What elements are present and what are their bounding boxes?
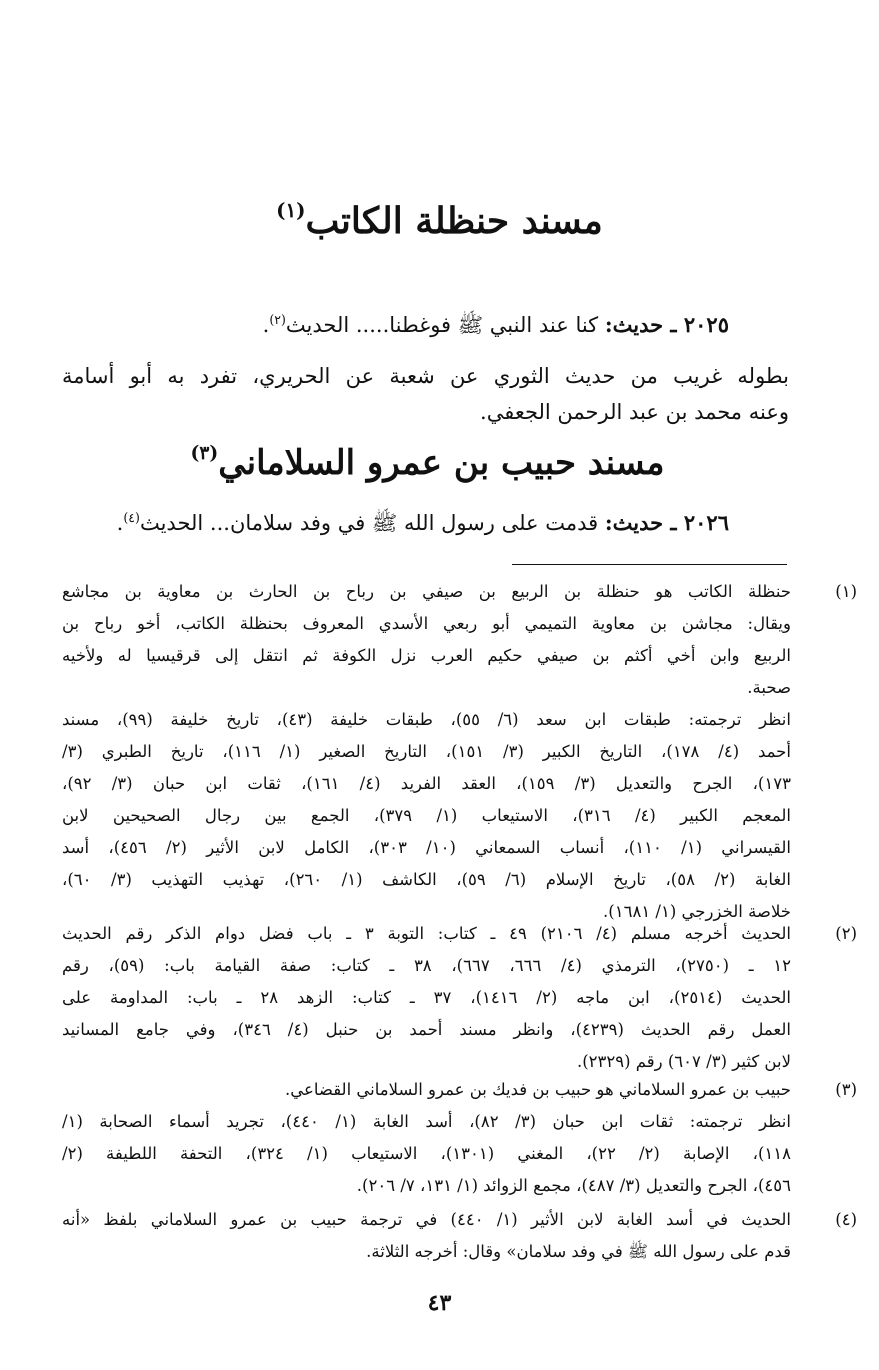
footnote-line: ١٢ ـ (٢٧٥٠)، الترمذي (٤/ ٦٦٦، ٦٦٧)، ٣٨ ـ كتاب: صفة القيامة باب: (٥٩)، رقم [62, 956, 791, 975]
section-title-text: مسند حبيب بن عمرو السلاماني [218, 442, 665, 483]
hadith-tail: . [262, 313, 270, 337]
footnote-line: ويقال: مجاشن بن معاوية التميمي أبو ربعي الأسدي المعروف بحنظلة الكاتب، أخو رباح بن [62, 614, 791, 633]
hadith-text: كنا عند النبي ﷺ فوغطنا..... الحديث [285, 313, 599, 337]
footnote-divider [512, 564, 787, 565]
hadith-number: ٢٠٢٦ ـ حديث: [604, 510, 729, 535]
footnote-line: خلاصة الخزرجي (١/ ١٦٨١). [603, 902, 791, 921]
footnote-line: الحديث في أسد الغابة لابن الأثير (١/ ٤٤٠) في ترجمة حبيب بن عمرو السلاماني بلفظ «أنه [62, 1210, 792, 1229]
section-title-text: مسند حنظلة الكاتب [305, 199, 603, 242]
hadith-comment-line-2: وعنه محمد بن عبد الرحمن الجعفي. [480, 400, 789, 424]
footnote-line: أحمد (٤/ ١٧٨)، التاريخ الكبير (٣/ ١٥١)، التاريخ الصغير (١/ ١١٦)، تاريخ الطبري (٣/ [62, 742, 791, 761]
footnote-marker: (٢) [835, 924, 857, 943]
footnote-line: الربيع وابن أخي أكثم بن صيفي حكيم العرب نزل الكوفة ثم انتقل إلى قرقيسيا له ولأخيه [62, 646, 791, 665]
footnote-4 [62, 1204, 791, 1270]
footnote-line: حنظلة الكاتب هو حنظلة بن الربيع بن صيفي بن رباح بن الحارث بن معاوية بن مجاشع [62, 582, 791, 601]
footnote-marker: (١) [835, 582, 857, 601]
footnote-marker: (٤) [835, 1210, 857, 1229]
footnote-ref: (١) [276, 198, 306, 222]
footnote-line: ٤٥٦)، الجرح والتعديل (٣/ ٤٨٧)، مجمع الزوائد (١/ ١٣١، ٧/ ٢٠٦). [356, 1176, 791, 1195]
footnote-ref: (٢) [269, 312, 286, 327]
footnote-line: لابن كثير (٣/ ٦٠٧) رقم (٢٣٢٩). [576, 1052, 791, 1071]
footnote-ref: (٣) [190, 442, 219, 464]
section-title-habib [0, 442, 867, 483]
hadith-comment-line-1: بطوله غريب من حديث الثوري عن شعبة عن الحريري، تفرد به أبو أسامة [62, 364, 789, 388]
footnote-line: المعجم الكبير (٤/ ٣١٦)، الاستيعاب (١/ ٣٧٩)، الجمع بين رجال الصحيحين لابن [62, 806, 791, 825]
footnote-3 [62, 1074, 791, 1204]
hadith-2026 [117, 510, 729, 541]
footnote-line: الحديث (٢٥١٤)، ابن ماجه (٢/ ١٤١٦)، ٣٧ ـ كتاب: الزهد ٢٨ ـ باب: المداومة على [62, 988, 791, 1007]
section-title-hanzala [0, 198, 879, 242]
footnote-1 [62, 576, 791, 936]
footnote-line: الحديث أخرجه مسلم (٤/ ٢١٠٦) ٤٩ ـ كتاب: التوبة ٣ ـ باب فضل دوام الذكر رقم الحديث [62, 924, 792, 943]
footnote-line: العمل رقم الحديث (٤٢٣٩)، وانظر مسند أحمد بن حنبل (٤/ ٣٤٦)، وفي جامع المسانيد [62, 1020, 791, 1039]
footnote-2 [62, 918, 791, 1082]
hadith-tail: . [116, 511, 124, 535]
footnote-line: قدم على رسول الله ﷺ في وفد سلامان» وقال: أخرجه الثلاثة. [366, 1242, 791, 1261]
footnote-line: انظر ترجمته: طبقات ابن سعد (٦/ ٥٥)، طبقات خليفة (٤٣)، تاريخ خليفة (٩٩)، مسند [62, 710, 791, 729]
footnote-line: ١١٨)، الإصابة (٢/ ٢٢)، المغني (١٣٠١)، الاستيعاب (١/ ٣٢٤)، التحفة اللطيفة (٢/ [62, 1144, 791, 1163]
hadith-text: قدمت على رسول الله ﷺ في وفد سلامان... الحديث [139, 511, 599, 535]
footnote-line: ١٧٣)، الجرح والتعديل (٣/ ١٥٩)، العقد الفريد (٤/ ١٦١)، ثقات ابن حبان (٣/ ٩٢)، [62, 774, 791, 793]
footnote-marker: (٣) [835, 1080, 857, 1099]
footnote-line: حبيب بن عمرو السلاماني هو حبيب بن فديك بن عمرو السلاماني القضاعي. [285, 1080, 791, 1099]
footnote-line: الغابة (٢/ ٥٨)، تاريخ الإسلام (٦/ ٥٩)، الكاشف (١/ ٢٦٠)، تهذيب التهذيب (٣/ ٦٠)، [62, 870, 791, 889]
footnote-line: انظر ترجمته: ثقات ابن حبان (٣/ ٨٢)، أسد الغابة (١/ ٤٤٠)، تجريد أسماء الصحابة (١/ [62, 1112, 791, 1131]
hadith-2025 [263, 312, 729, 343]
footnote-line: القيسراني (١/ ١١٠)، أنساب السمعاني (١٠/ ٣٠٣)، الكامل لابن الأثير (٢/ ٤٥٦)، أسد [62, 838, 791, 857]
hadith-number: ٢٠٢٥ ـ حديث: [604, 312, 729, 337]
page-number: ٤٣ [427, 1290, 452, 1316]
footnote-line: صحبة. [747, 678, 791, 697]
footnote-ref: (٤) [123, 510, 140, 525]
